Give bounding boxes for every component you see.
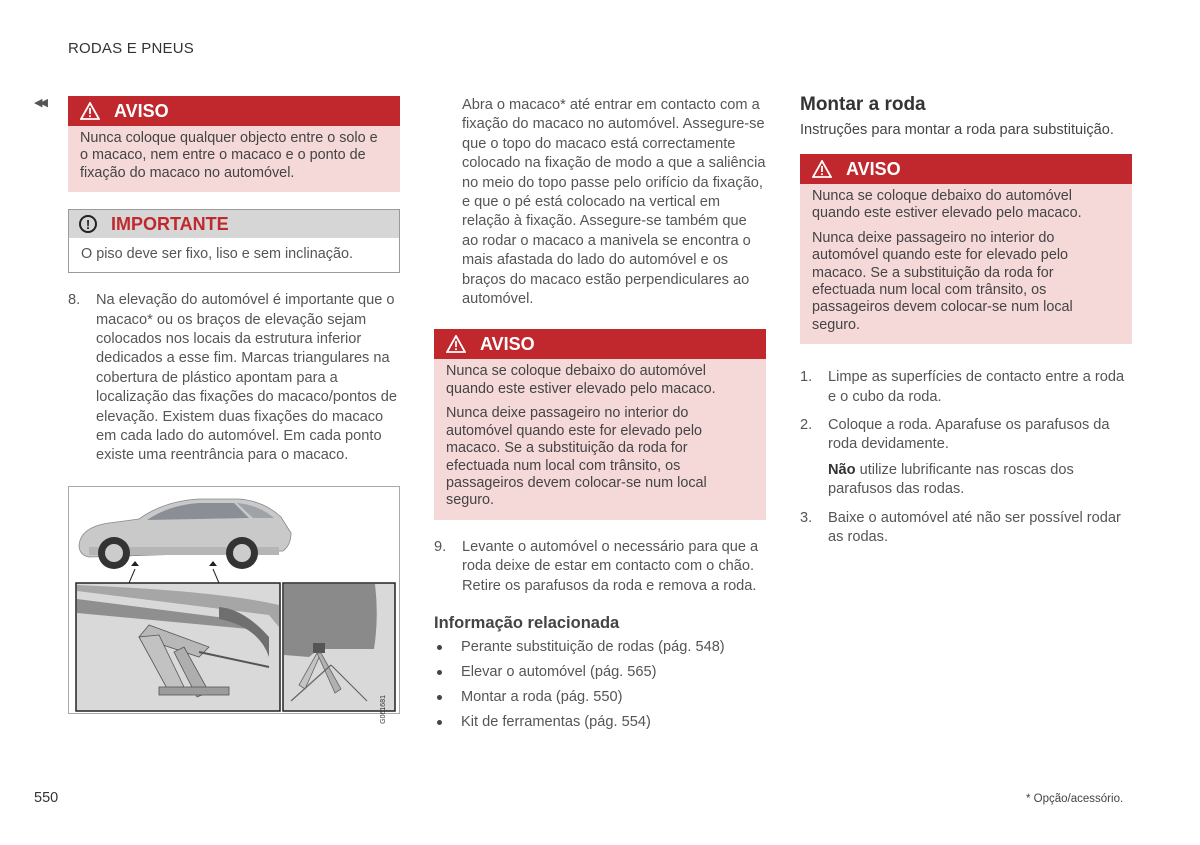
column-3 — [800, 94, 1132, 557]
warning-text-2: Nunca deixe passageiro no interior do automóvel quando este for elevado pelo macaco. Se a substituição da roda for efectuada num local com trânsito, os passageiros devem colocar-se num local seguro. — [812, 229, 1073, 333]
page-header-title: RODAS E PNEUS — [68, 40, 194, 57]
detail-panel-fixation — [283, 583, 395, 711]
section-intro: Instruções para montar a roda para substituição. — [800, 122, 1114, 138]
warning-title: AVISO — [480, 333, 535, 354]
warning-body — [800, 184, 1132, 344]
jack-placement-illustration — [68, 486, 400, 724]
double-left-arrows-icon[interactable]: ◀◀ — [34, 97, 45, 109]
step-8-continuation: Abra o macaco* até entrar em contacto com a fixação do macaco no automóvel. Assegure-se que o topo do macaco está correctamente colocado na fixação de modo a que a saliência no meio do topo passe pelo orifício da fixação, e que o pé está colocado na vertical em relação à fixação. Assegure-se também que ao rodar o macaco a manivela se encontra o mais afastada do lado do automóvel e os braços do macaco estão perpendiculares ao automóvel. — [462, 97, 766, 308]
warning-header — [68, 96, 400, 126]
warning-triangle-icon — [812, 160, 832, 178]
warning-triangle-icon — [80, 102, 100, 120]
warning-header — [434, 329, 766, 359]
related-link[interactable]: Kit de ferramentas (pág. 554) — [434, 710, 766, 735]
important-text: O piso deve ser fixo, liso e sem inclinação. — [81, 246, 353, 263]
step-3 — [800, 509, 1132, 548]
bullet-icon — [437, 670, 442, 675]
warning-text-1: Nunca se coloque debaixo do automóvel quando este estiver elevado pelo macaco. — [812, 188, 1082, 222]
warning-text: Nunca coloque qualquer objecto entre o solo e o macaco, nem entre o macaco e o ponto de fixação do macaco no automóvel. — [80, 130, 378, 181]
step-number: 2. — [800, 417, 813, 434]
warning-box — [800, 154, 1132, 344]
step-2-note — [828, 461, 1132, 500]
important-box — [68, 209, 400, 273]
step-number: 9. — [434, 538, 447, 555]
step-number: 3. — [800, 509, 813, 526]
warning-body — [434, 359, 766, 519]
warning-text-1: Nunca se coloque debaixo do automóvel quando este estiver elevado pelo macaco. — [446, 363, 716, 397]
warning-box — [68, 96, 400, 192]
bullet-icon — [437, 695, 442, 700]
related-link[interactable]: Elevar o automóvel (pág. 565) — [434, 660, 766, 685]
step-9 — [434, 538, 766, 596]
detail-panel-jack — [76, 583, 280, 711]
car-side-view — [79, 499, 291, 569]
figure-code: G061681 — [380, 694, 387, 724]
step-number: 8. — [68, 292, 81, 309]
warning-title: AVISO — [114, 100, 169, 121]
warning-header — [800, 154, 1132, 184]
warning-triangle-icon — [446, 335, 466, 353]
step-text: Coloque a roda. Aparafuse os parafusos da roda devidamente. — [828, 417, 1110, 453]
step-text: Baixe o automóvel até não ser possível rodar as rodas. — [828, 509, 1121, 546]
warning-text-2: Nunca deixe passageiro no interior do automóvel quando este for elevado pelo macaco. Se a substituição da roda for efectuada num local com trânsito, os passageiros devem colocar-se num local seguro. — [446, 405, 707, 509]
bullet-icon — [437, 720, 442, 725]
step-text: Na elevação do automóvel é importante que o macaco* ou os braços de elevação sejam colocados nos locais da estrutura inferior dedicados a esse fim. Marcas triangulares na cobertura de plástico apontam para a localização das fixações do macaco/pontos de elevação. Existem duas fixações do macaco em cada lado do automóvel. Em cada ponto existe uma reentrância para o macaco. — [96, 292, 397, 464]
column-1 — [68, 96, 400, 724]
step-text: Limpe as superfícies de contacto entre a roda e o cubo da roda. — [828, 369, 1125, 405]
step-number: 1. — [800, 369, 813, 386]
step-1 — [800, 368, 1132, 407]
note-emphasis: Não — [828, 461, 856, 478]
warning-box — [434, 329, 766, 519]
bullet-icon — [437, 645, 442, 650]
step-8 — [68, 291, 400, 466]
note-text: utilize lubrificante nas roscas dos parafusos das rodas. — [828, 461, 1074, 498]
illustration-graphic — [69, 487, 399, 713]
important-title: IMPORTANTE — [111, 213, 229, 234]
important-header — [69, 210, 399, 238]
column-2 — [434, 96, 766, 735]
section-heading: Montar a roda — [800, 94, 926, 115]
exclamation-circle-icon: ! — [79, 215, 97, 233]
warning-title: AVISO — [846, 158, 901, 179]
related-link[interactable]: Perante substituição de rodas (pág. 548) — [434, 635, 766, 660]
related-info-title: Informação relacionada — [434, 613, 620, 632]
step-text: Levante o automóvel o necessário para que a roda deixe de estar em contacto com o chão. Retire os parafusos da roda e remova a roda. — [462, 538, 759, 594]
footnote: * Opção/acessório. — [1026, 793, 1124, 805]
related-link[interactable]: Montar a roda (pág. 550) — [434, 685, 766, 710]
step-2 — [800, 416, 1132, 455]
mount-steps-list — [800, 368, 1132, 547]
page-number: 550 — [34, 790, 59, 806]
related-info-list — [434, 635, 766, 735]
warning-body — [68, 126, 400, 192]
